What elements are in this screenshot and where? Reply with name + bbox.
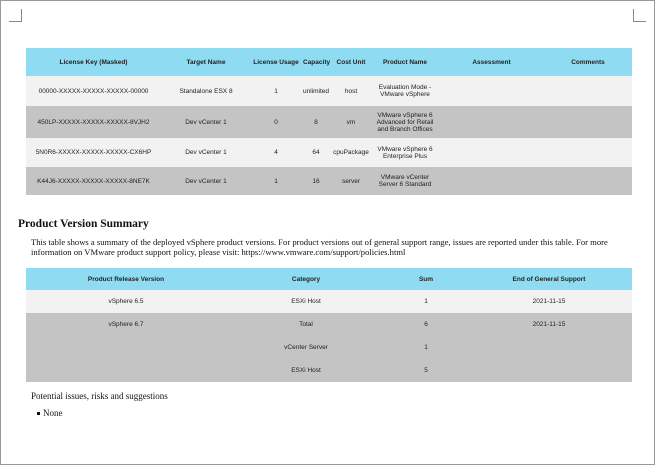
table-cell bbox=[466, 359, 632, 382]
table-row bbox=[26, 313, 632, 336]
table-cell: Dev vCenter 1 bbox=[161, 106, 251, 138]
page-corner-mark bbox=[633, 9, 646, 22]
table-cell: Total bbox=[226, 313, 386, 336]
table-cell: host bbox=[331, 76, 371, 106]
list-item-text: None bbox=[43, 408, 63, 418]
version-summary-table bbox=[26, 268, 632, 382]
table-cell bbox=[544, 138, 632, 167]
table-cell bbox=[439, 106, 544, 138]
column-header: Cost Unit bbox=[331, 48, 371, 76]
table-cell: ESXi Host bbox=[226, 359, 386, 382]
table-cell bbox=[544, 76, 632, 106]
table-cell bbox=[26, 336, 226, 359]
column-header: Category bbox=[226, 268, 386, 290]
table-cell: 6 bbox=[386, 313, 466, 336]
table-cell: ESXi Host bbox=[226, 290, 386, 313]
section-description: This table shows a summary of the deployed vSphere product versions. For product versions out of general support range, issues are reported under this table. For more information on VMware product support policy, please visit: https://www.vmware.com/support/policies.html bbox=[31, 237, 608, 257]
table-cell: 64 bbox=[301, 138, 331, 167]
section-title: Product Version Summary bbox=[18, 218, 149, 230]
table-cell: 5N0R6-XXXXX-XXXXX-XXXXX-CX6HP bbox=[26, 138, 161, 167]
table-header-row bbox=[26, 48, 632, 76]
table-cell bbox=[544, 106, 632, 138]
table-cell bbox=[466, 336, 632, 359]
table-cell bbox=[439, 167, 544, 195]
table-cell: vm bbox=[331, 106, 371, 138]
table-cell bbox=[439, 138, 544, 167]
table-cell: 0 bbox=[251, 106, 301, 138]
column-header: Product Name bbox=[371, 48, 439, 76]
table-cell: 16 bbox=[301, 167, 331, 195]
table-cell bbox=[544, 167, 632, 195]
table-row bbox=[26, 76, 632, 106]
table-cell: VMware vCenter Server 6 Standard bbox=[371, 167, 439, 195]
table-cell: vSphere 6.7 bbox=[26, 313, 226, 336]
table-cell: cpuPackage bbox=[331, 138, 371, 167]
column-header: Capacity bbox=[301, 48, 331, 76]
column-header: Target Name bbox=[161, 48, 251, 76]
issues-heading: Potential issues, risks and suggestions bbox=[31, 391, 168, 401]
table-cell: Dev vCenter 1 bbox=[161, 167, 251, 195]
column-header: License Key (Masked) bbox=[26, 48, 161, 76]
table-cell: Evaluation Mode - VMware vSphere bbox=[371, 76, 439, 106]
table-cell: 2021-11-15 bbox=[466, 313, 632, 336]
table-cell: 00000-XXXXX-XXXXX-XXXXX-00000 bbox=[26, 76, 161, 106]
table-cell: 1 bbox=[386, 336, 466, 359]
table-cell: 1 bbox=[251, 167, 301, 195]
list-item bbox=[37, 408, 63, 418]
table-cell: K44J6-XXXXX-XXXXX-XXXXX-8NE7K bbox=[26, 167, 161, 195]
table-cell: server bbox=[331, 167, 371, 195]
column-header: Comments bbox=[544, 48, 632, 76]
table-cell bbox=[26, 359, 226, 382]
column-header: License Usage bbox=[251, 48, 301, 76]
table-row bbox=[26, 336, 632, 359]
page-corner-mark bbox=[9, 9, 22, 22]
table-cell: 1 bbox=[251, 76, 301, 106]
table-cell: 8 bbox=[301, 106, 331, 138]
table-cell: VMware vSphere 6 Enterprise Plus bbox=[371, 138, 439, 167]
table-cell: Dev vCenter 1 bbox=[161, 138, 251, 167]
table-cell: vSphere 6.5 bbox=[26, 290, 226, 313]
table-cell: unlimited bbox=[301, 76, 331, 106]
table-row bbox=[26, 138, 632, 167]
table-cell: vCenter Server bbox=[226, 336, 386, 359]
table-cell: 2021-11-15 bbox=[466, 290, 632, 313]
table-cell: VMware vSphere 6 Advanced for Retail and Branch Offices bbox=[371, 106, 439, 138]
table-row bbox=[26, 359, 632, 382]
table-header-row bbox=[26, 268, 632, 290]
table-row bbox=[26, 106, 632, 138]
column-header: Product Release Version bbox=[26, 268, 226, 290]
table-cell: 450LP-XXXXX-XXXXX-XXXXX-8VJH2 bbox=[26, 106, 161, 138]
table-cell: 4 bbox=[251, 138, 301, 167]
table-cell: 5 bbox=[386, 359, 466, 382]
table-cell: Standalone ESX 8 bbox=[161, 76, 251, 106]
bullet-icon bbox=[37, 412, 40, 415]
column-header: End of General Support bbox=[466, 268, 632, 290]
column-header: Sum bbox=[386, 268, 466, 290]
license-table bbox=[26, 48, 632, 195]
table-row bbox=[26, 290, 632, 313]
table-row bbox=[26, 167, 632, 195]
table-cell: 1 bbox=[386, 290, 466, 313]
column-header: Assessment bbox=[439, 48, 544, 76]
table-cell bbox=[439, 76, 544, 106]
